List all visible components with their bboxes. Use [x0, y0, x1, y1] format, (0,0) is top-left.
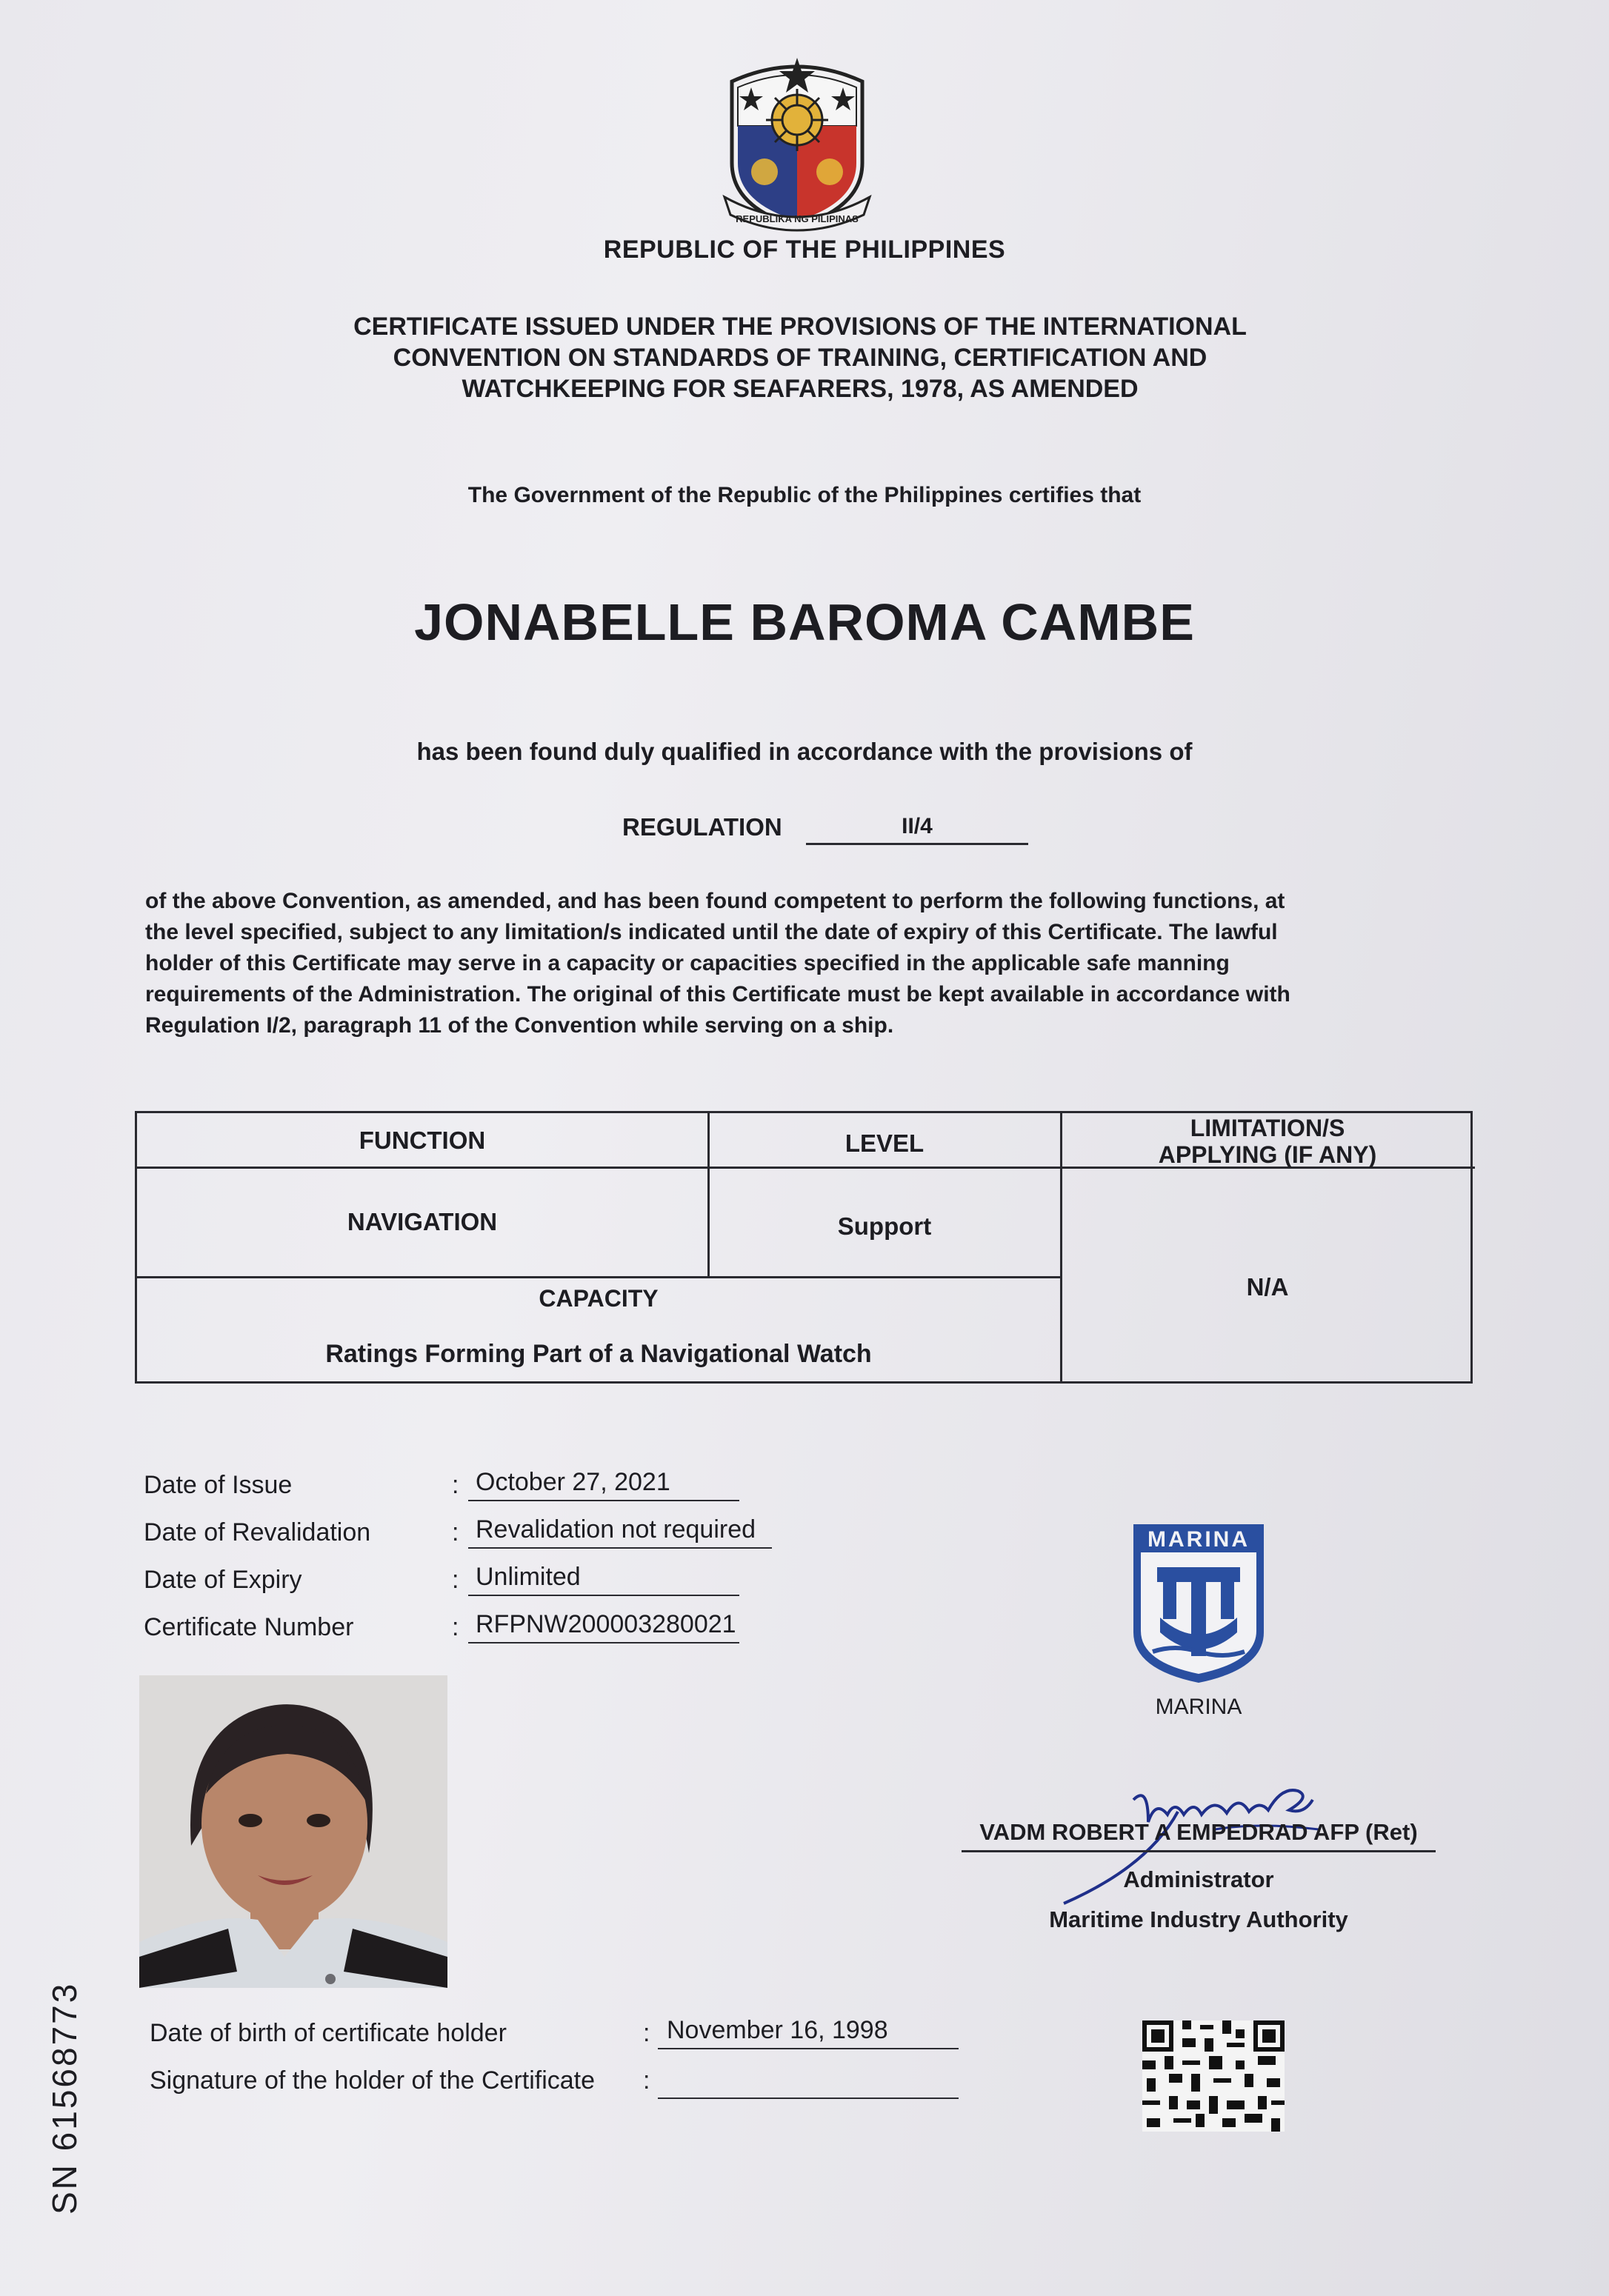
colon: :	[452, 1471, 459, 1499]
agency-name: Maritime Industry Authority	[1049, 1906, 1348, 1932]
certificate-number-label: Certificate Number	[144, 1613, 354, 1641]
regulation-value: II/4	[806, 810, 1028, 845]
limitations-header-line: LIMITATION/S	[1190, 1115, 1345, 1141]
colon: :	[643, 2066, 650, 2095]
holder-signature-line	[658, 2063, 959, 2099]
date-of-expiry-label: Date of Expiry	[144, 1566, 302, 1594]
date-of-revalidation-label: Date of Revalidation	[144, 1518, 371, 1546]
level-value: Support	[837, 1212, 932, 1240]
regulation-label: REGULATION	[622, 813, 782, 841]
date-of-issue-label: Date of Issue	[144, 1471, 293, 1499]
limitations-value: N/A	[1246, 1273, 1289, 1301]
certificate-heading	[282, 311, 1319, 404]
date-of-revalidation-value: Revalidation not required	[468, 1515, 772, 1549]
convention-body-text	[145, 886, 1421, 1041]
certificate-number-value: RFPNW200003280021	[468, 1610, 739, 1643]
qualified-statement: has been found duly qualified in accordance with the provisions of	[416, 738, 1193, 765]
certificate-heading-line: CONVENTION ON STANDARDS OF TRAINING, CERTIFICATION AND	[393, 344, 1207, 372]
table-divider	[137, 1276, 1060, 1278]
body-text-line: requirements of the Administration. The original of this Certificate must be kept available in accordance with	[145, 982, 1290, 1007]
country-heading: REPUBLIC OF THE PHILIPPINES	[603, 236, 1006, 264]
signatory-name: VADM ROBERT A EMPEDRAD AFP (Ret)	[962, 1819, 1436, 1852]
body-text-line: of the above Convention, as amended, and has been found competent to perform the following functions, at	[145, 889, 1285, 913]
limitations-header	[1062, 1115, 1473, 1168]
colon: :	[452, 1518, 459, 1546]
holder-signature-label: Signature of the holder of the Certificate	[150, 2066, 596, 2095]
capacity-label: CAPACITY	[539, 1285, 659, 1312]
svg-text:REPUBLIKA NG PILIPINAS: REPUBLIKA NG PILIPINAS	[736, 213, 859, 224]
colon: :	[452, 1566, 459, 1594]
date-of-birth-label: Date of birth of certificate holder	[150, 2019, 507, 2047]
date-of-issue-value: October 27, 2021	[468, 1468, 739, 1501]
function-header: FUNCTION	[359, 1127, 486, 1154]
svg-text:MARINA: MARINA	[1147, 1527, 1250, 1552]
holder-name: JONABELLE BAROMA CAMBE	[414, 593, 1195, 651]
body-text-line: holder of this Certificate may serve in a capacity or capacities specified in the applicable safe manning	[145, 951, 1230, 975]
philippine-seal-icon	[717, 52, 877, 233]
certificate-heading-line: CERTIFICATE ISSUED UNDER THE PROVISIONS OF THE INTERNATIONAL	[353, 313, 1247, 341]
colon: :	[452, 1613, 459, 1641]
holder-photo	[139, 1675, 447, 1988]
qr-code-icon	[1142, 2020, 1285, 2132]
level-header: LEVEL	[845, 1129, 925, 1157]
colon: :	[643, 2019, 650, 2047]
body-text-line: the level specified, subject to any limitation/s indicated until the date of expiry of this Certificate. The lawful	[145, 920, 1278, 944]
certifies-statement: The Government of the Republic of the Philippines certifies that	[467, 483, 1142, 507]
marina-logo-icon	[1130, 1521, 1267, 1686]
marina-caption: MARINA	[1155, 1695, 1242, 1719]
limitations-header-line: APPLYING (IF ANY)	[1158, 1141, 1377, 1168]
function-table	[135, 1111, 1473, 1384]
date-of-birth-value: November 16, 1998	[658, 2016, 959, 2049]
serial-number: SN 61568773	[45, 1981, 84, 2215]
body-text-line: Regulation I/2, paragraph 11 of the Convention while serving on a ship.	[145, 1013, 894, 1038]
date-of-expiry-value: Unlimited	[468, 1563, 739, 1596]
certificate-heading-line: WATCHKEEPING FOR SEAFARERS, 1978, AS AMENDED	[462, 375, 1139, 403]
signatory-title: Administrator	[1123, 1866, 1274, 1892]
function-value: NAVIGATION	[347, 1208, 498, 1235]
capacity-value: Ratings Forming Part of a Navigational Watch	[325, 1340, 872, 1368]
